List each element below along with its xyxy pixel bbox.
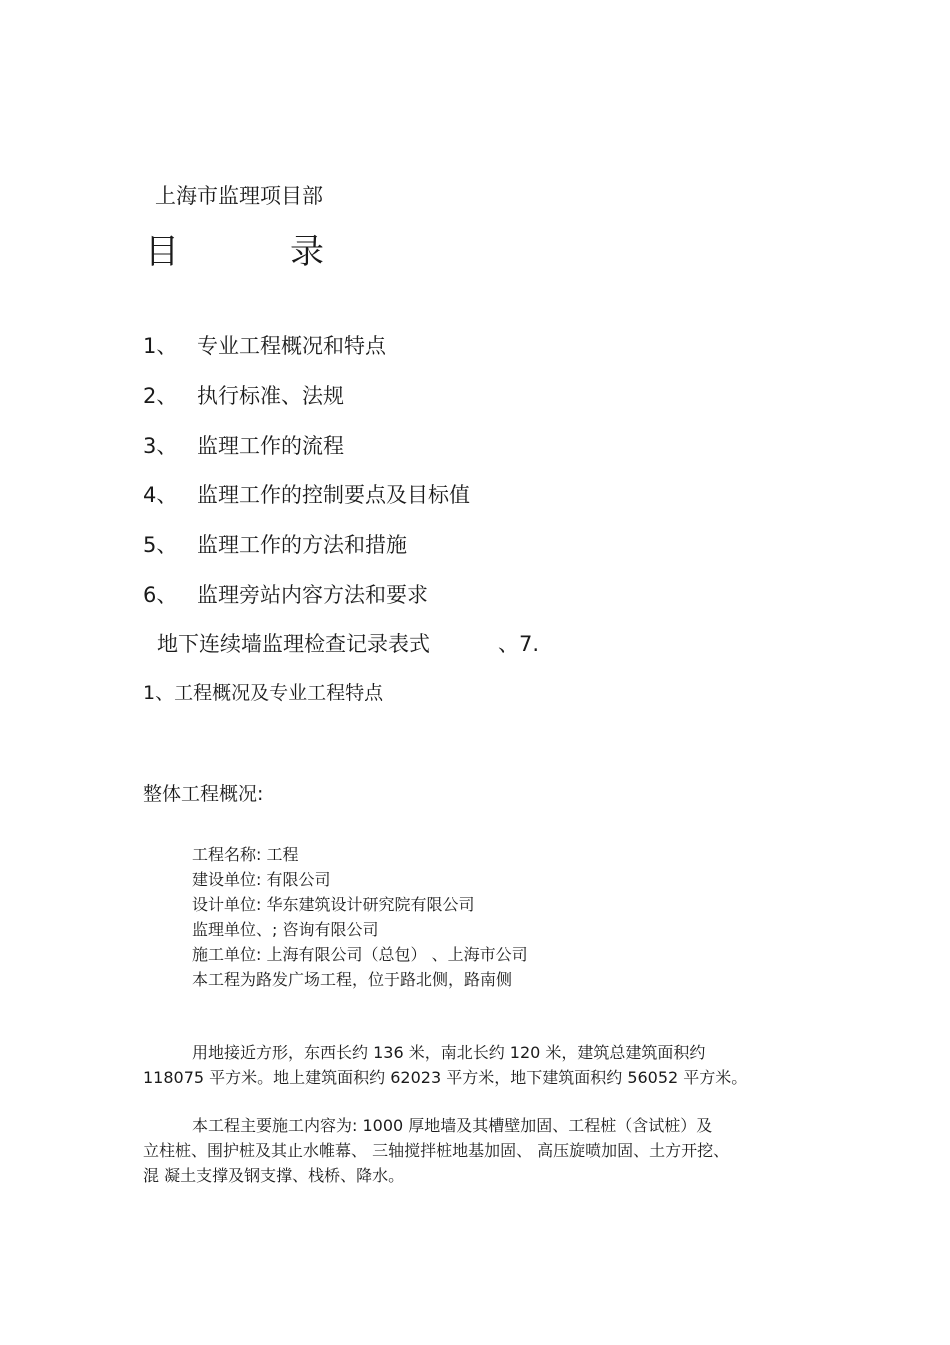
info-project-name: 工程名称: 工程 — [192, 845, 299, 864]
toc-item-5-number: 5、 — [143, 533, 178, 557]
scope-paragraph — [143, 1113, 803, 1188]
info-client: 建设单位: 有限公司 — [192, 870, 331, 889]
overview-heading: 整体工程概况: — [143, 783, 264, 805]
toc-item-6-number: 6、 — [143, 583, 178, 607]
info-contractor: 施工单位: 上海有限公司（总包） 、上海市公司 — [192, 945, 528, 964]
section-1-heading: 1、工程概况及专业工程特点 — [143, 682, 384, 704]
info-designer: 设计单位: 华东建筑设计研究院有限公司 — [192, 895, 475, 914]
toc-item-2-number: 2、 — [143, 384, 178, 408]
toc-item-3-text: 监理工作的流程 — [197, 434, 344, 458]
scope-line-2: 立柱桩、围护桩及其止水帷幕、 三轴搅拌桩地基加固、 高压旋喷加固、土方开挖、 — [143, 1141, 730, 1160]
toc-item-2-text: 执行标准、法规 — [197, 384, 344, 408]
toc-item-4-number: 4、 — [143, 483, 178, 507]
site-area-line-2: 118075 平方米。地上建筑面积约 62023 平方米，地下建筑面积约 56052 平方米。 — [143, 1068, 748, 1087]
site-area-paragraph — [143, 1040, 803, 1090]
scope-line-3: 混 凝土支撑及钢支撑、栈桥、降水。 — [143, 1166, 405, 1185]
toc-item-4-text: 监理工作的控制要点及目标值 — [197, 483, 470, 507]
toc-item-7-text: 地下连续墙监理检查记录表式 — [157, 632, 430, 656]
organization-name: 上海市监理项目部 — [155, 184, 323, 208]
toc-item-5-text: 监理工作的方法和措施 — [197, 533, 407, 557]
toc-item-1-text: 专业工程概况和特点 — [197, 334, 386, 358]
scope-line-1: 本工程主要施工内容为: 1000 厚地墙及其槽壁加固、工程桩（含试桩）及 — [192, 1116, 713, 1135]
toc-title-first-char: 目 — [145, 232, 179, 272]
info-supervisor: 监理单位、; 咨询有限公司 — [192, 920, 379, 939]
toc-item-1-number: 1、 — [143, 334, 178, 358]
site-area-line-1: 用地接近方形，东西长约 136 米，南北长约 120 米，建筑总建筑面积约 — [192, 1043, 706, 1062]
toc-item-3-number: 3、 — [143, 434, 178, 458]
toc-title-second-char: 录 — [290, 232, 324, 272]
toc-item-7-number: 、7. — [498, 632, 540, 656]
toc-item-6-text: 监理旁站内容方法和要求 — [197, 583, 428, 607]
info-location: 本工程为路发广场工程，位于路北侧，路南侧 — [192, 970, 513, 989]
